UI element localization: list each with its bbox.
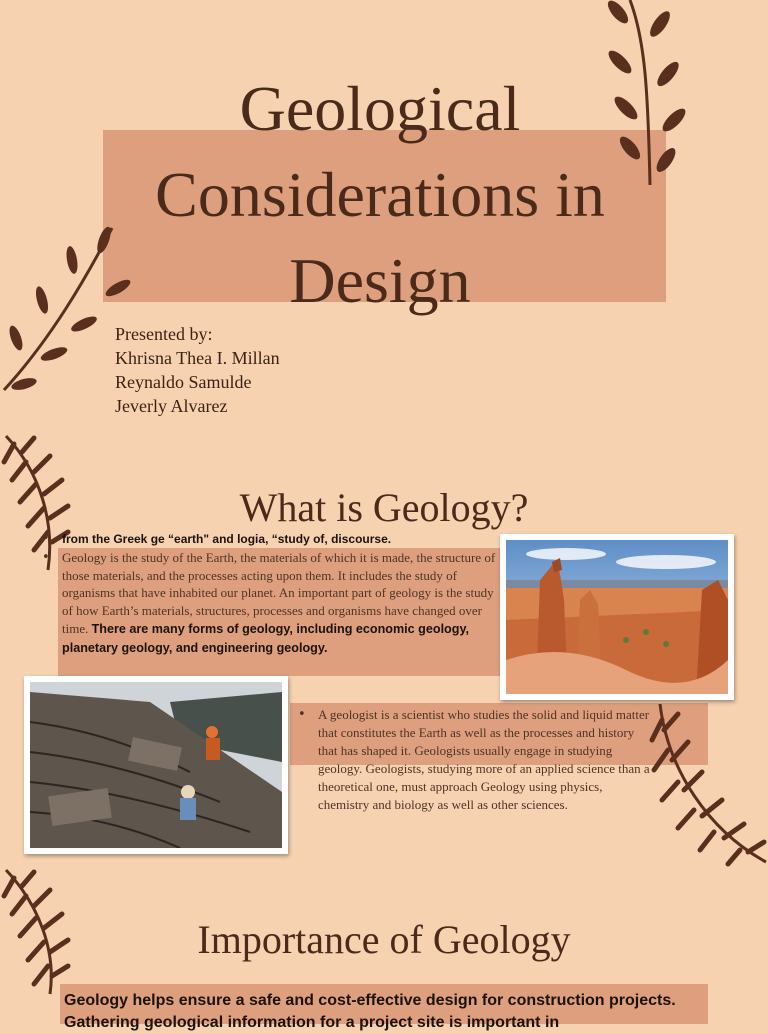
bullet-item: [292, 706, 650, 814]
bullet-text: A geologist is a scientist who studies the solid and liquid matter that constitutes the Earth as well as the processes and history that has shaped it. Geologists usually engage in studying geology. Geologists, studying more of an applied science than a theoretical one, must approach Geology using physics, chemistry and biology as well as other sciences.: [318, 707, 650, 812]
presenter-name: Jeverly Alvarez: [115, 396, 228, 416]
presenter-name: Reynaldo Samulde: [115, 372, 252, 392]
bullet-item: [36, 530, 496, 549]
fern-right-icon: [648, 700, 768, 870]
presenters-label: Presented by:: [115, 324, 213, 344]
bullet-item: [36, 549, 496, 658]
title-line-3: Design: [289, 245, 471, 316]
section-heading-importance: Importance of Geology: [197, 917, 571, 962]
title-line-2: Considerations in: [155, 159, 605, 230]
importance-text: Geology helps ensure a safe and cost-effective design for construction projects. Gathering geological information for a project site is important in: [64, 992, 676, 1031]
canyon-photo: [500, 534, 734, 700]
presenters-block: [115, 322, 280, 418]
section-heading-what-is-geology: What is Geology?: [239, 485, 529, 530]
fern-bottom-left-icon: [0, 866, 80, 996]
geology-bullet-list: [36, 530, 496, 658]
bullet-text: Geology is the study of the Earth, the materials of which it is made, the structure of those materials, and the processes acting upon them. It includes the study of organisms that have inhabited our planet. An important part of geology is the study of how Earth’s materials, structures, processes and organisms have changed over time.: [62, 549, 496, 636]
bullet-text: from the Greek ge “earth" and logia, “study of, discourse.: [62, 532, 392, 546]
presenter-name: Khrisna Thea I. Millan: [115, 348, 280, 368]
title-line-1: Geological: [239, 73, 521, 144]
page-title: [80, 66, 680, 324]
bullet-bold-text: There are many forms of geology, including economic geology, planetary geology, and engineering geology.: [62, 621, 470, 655]
geologist-photo: [24, 676, 288, 854]
geologist-bullet-list: [292, 706, 650, 814]
